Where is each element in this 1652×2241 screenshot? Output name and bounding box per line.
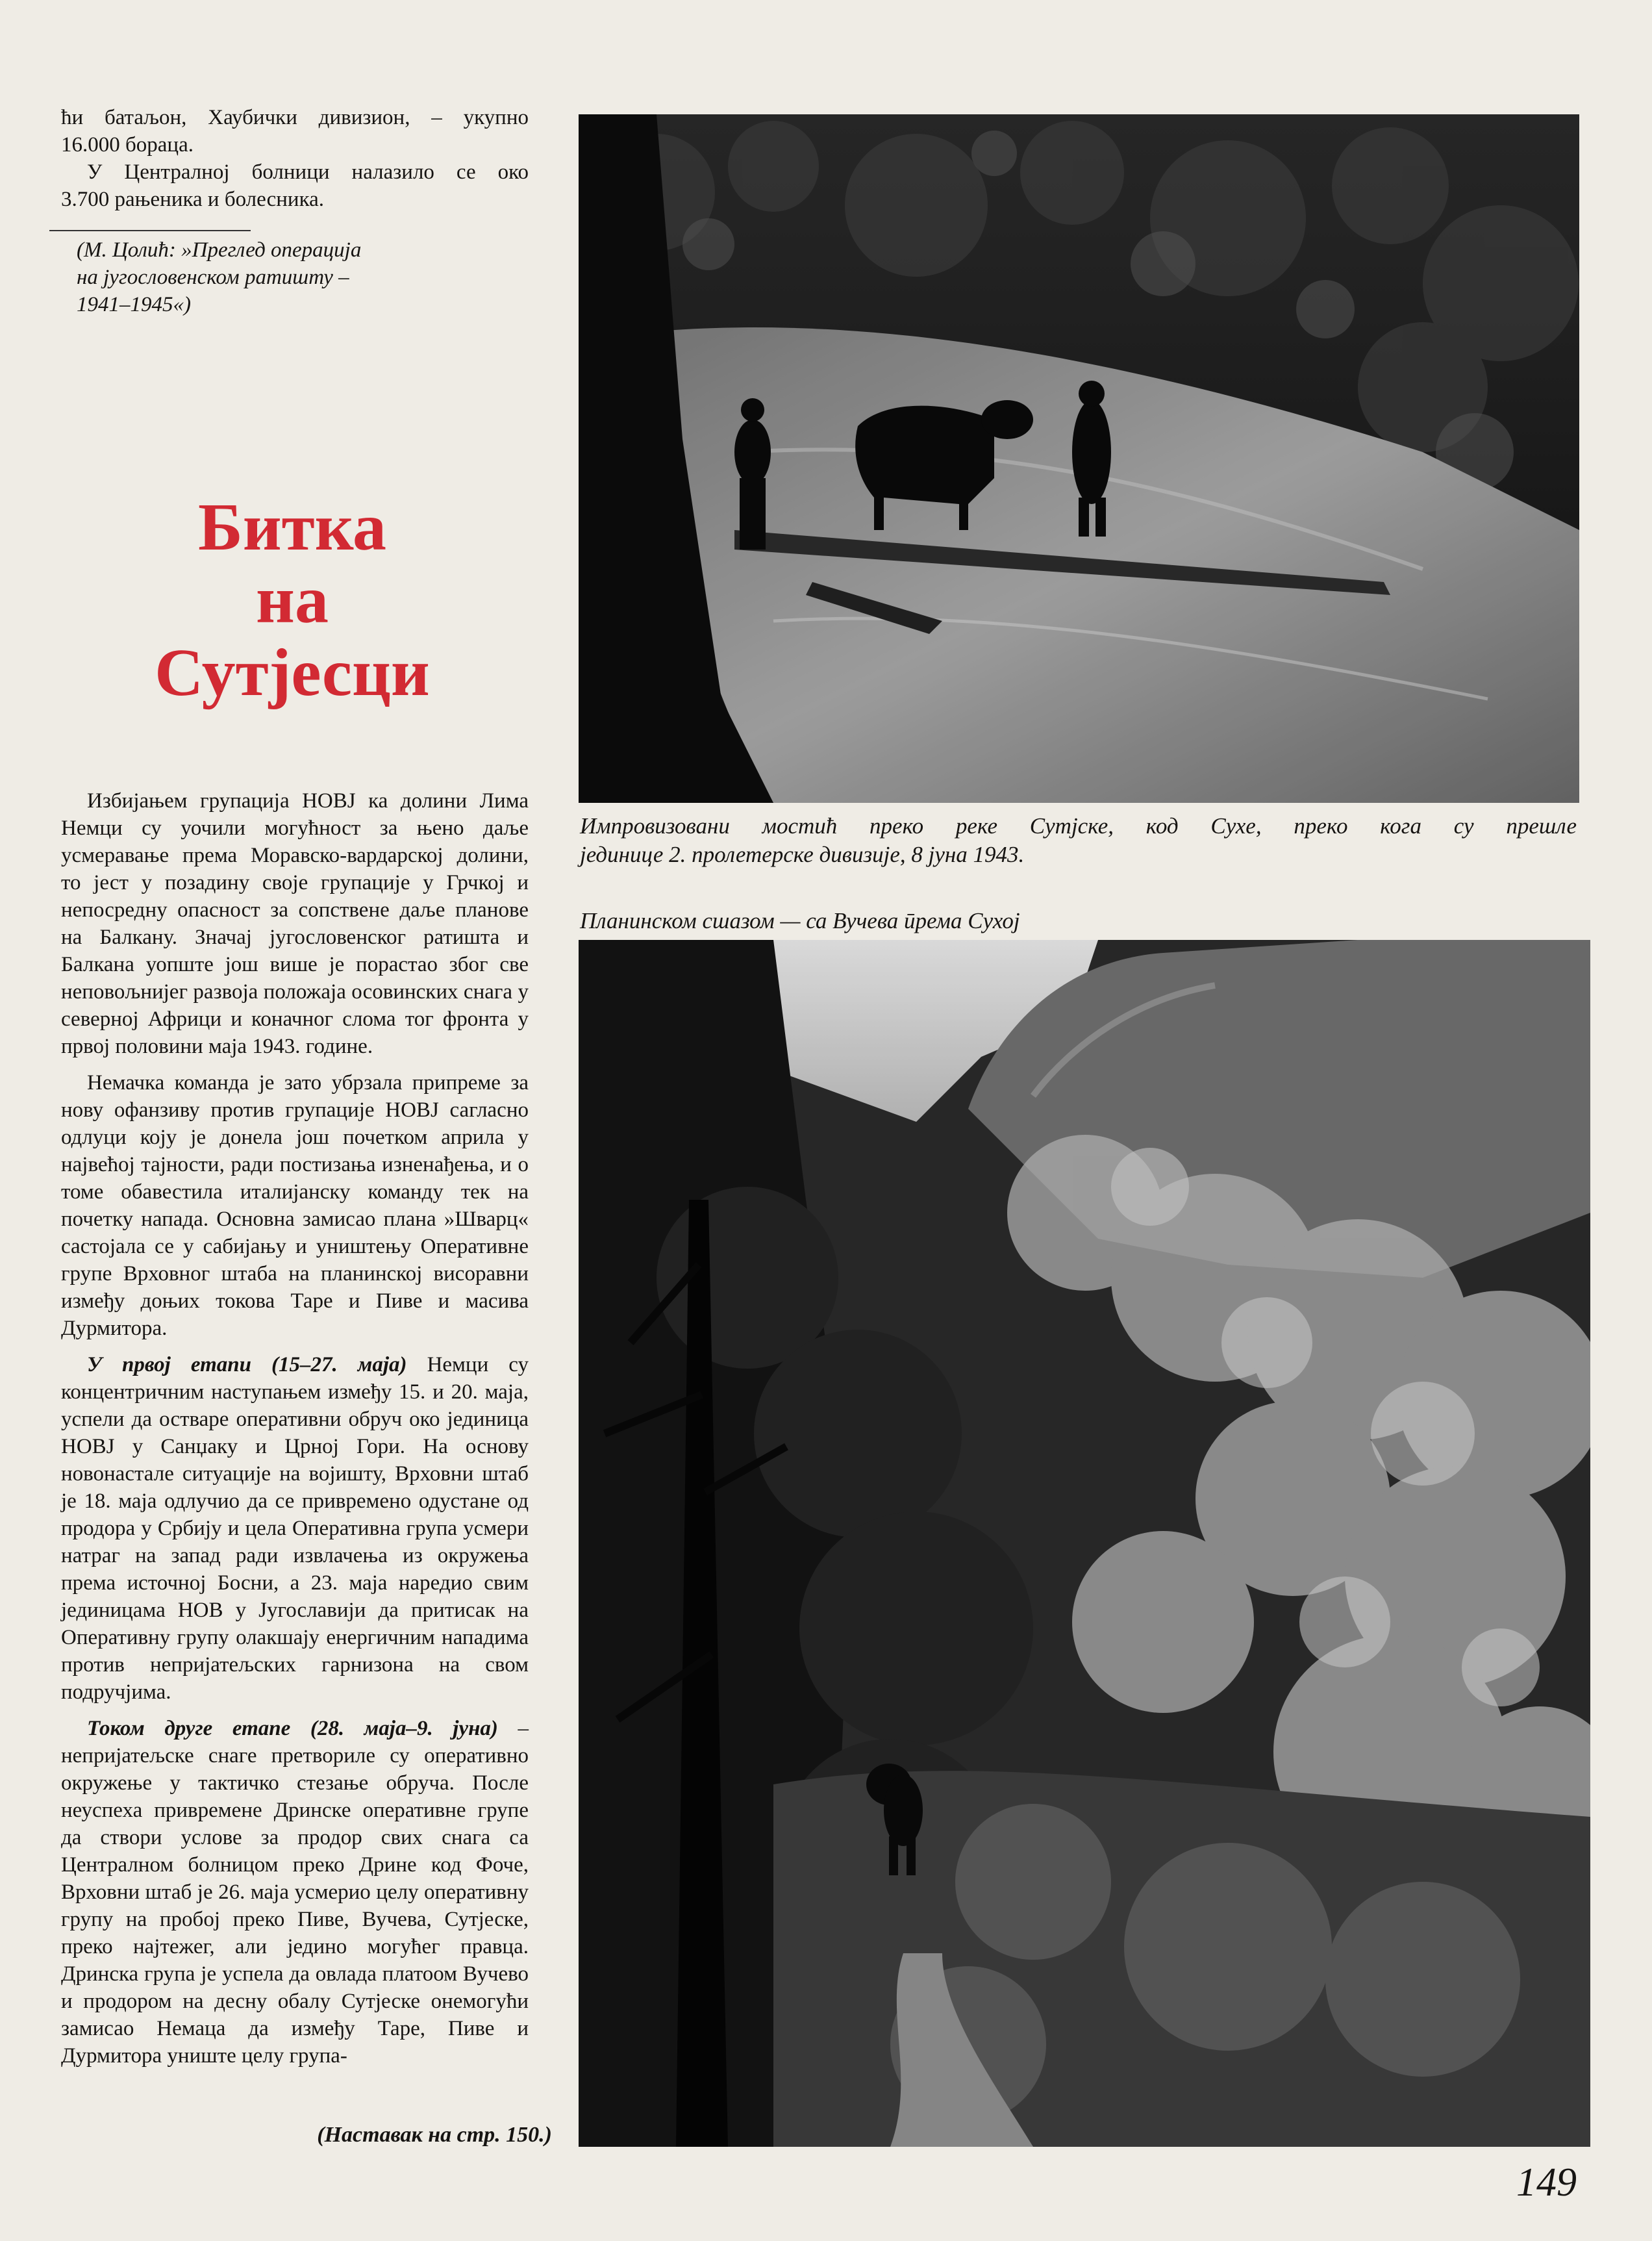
body-paragraph [61, 1715, 529, 2070]
intro-line: 16.000 бораца. [61, 133, 194, 157]
river-crossing-photo [579, 114, 1579, 803]
body-paragraph [61, 1351, 529, 1706]
citation-line: (М. Цолић: »Преглед операција [77, 238, 362, 262]
article-title [91, 491, 494, 709]
caption-line: јединице 2. пролетерске дивизије, 8 јуна 1943. [580, 842, 1025, 867]
body-paragraph: Немачка команда је зато убрзала припреме за нову офанзиву против групације НОВЈ сагласно одлуци коју је донела још почетком априла у највећој тајности, ради постизања изненађења, и о томе обавестила италијанску команду тек на почетку напада. Основна замисао плана »Шварц« састојала се у сабијању и уништењу Оперативне групе Врховног штаба на планинској висоравни између доњих токова Таре и Пиве и масива Дурмитора. [61, 1071, 529, 1340]
paragraph-lead: Током друге етапе (28. маја–9. јуна) [87, 1717, 498, 1740]
title-line: Битка [197, 490, 387, 564]
paragraph-text: Немци су концентричним наступањем између 15. и 20. маја, успели да остваре оперативни обруч око јединица НОВЈ у Санџаку и Црној Гори. На основу новонастале ситуације на војишту, Врховни штаб је 18. маја одлучио да се привремено одустане од продора у Србију и цела Оперативна група усмери натраг на запад ради извлачења из окружења према источној Босни, а 23. маја наредио свим јединицама НОВ у Југославији да притисак на Оперативну групу олакшају енергичним нападима против непријатељских гарнизона на свом подручјима. [61, 1353, 529, 1704]
citation-rule [49, 230, 251, 231]
caption-line: Импровизовани мостић преко реке Сутјске, код Сухе, преко кога су прешле [580, 813, 1577, 839]
intro-text [61, 104, 529, 213]
article-body [61, 787, 529, 2070]
citation [77, 236, 440, 318]
intro-line: 3.700 рањеника и болесника. [61, 188, 325, 211]
citation-line: на југословенском ратишту – [77, 266, 349, 289]
paragraph-text: – непријатељске снаге претвориле су оперативно окружење у тактичко стезање обруча. После неуспеха привремене Дринске оперативне групе да створи услове за продор свих снага са Централном болницом преко Дрине код Фоче, Врховни штаб је 26. маја усмерио целу оперативну групу на пробој преко Пиве, Вучева, Сутјеске, преко најтежег, али једино могућег правца. Дринска група је успела да овлада платоом Вучево и продором на десну обалу Сутјеске онемогући замисао Немаца да између Таре, Пиве и Дурмитора униште целу група- [61, 1717, 529, 2068]
title-line: на [256, 563, 329, 637]
photo-caption-river [580, 812, 1577, 869]
continued-note: (Наставак на стр. 150.) [317, 2123, 552, 2147]
citation-line: 1941–1945«) [77, 293, 191, 316]
photo-caption-trail: Планинском сшазом — са Вучева ӣрема Сухој [580, 908, 1020, 933]
page-number: 149 [1516, 2160, 1577, 2205]
intro-line: У Централној болници налазило се око [87, 160, 529, 184]
paragraph-lead: У првој етапи (15–27. маја) [87, 1353, 407, 1376]
intro-line: ћи батаљон, Хаубички дивизион, – укупно [61, 106, 529, 129]
mountain-trail-photo [579, 940, 1590, 2147]
title-line: Сутјесци [155, 635, 430, 710]
body-paragraph: Избијањем групација НОВЈ ка долини Лима Немци су уочили могућност за њено даље усмеравање према Моравско-вардарској долини, то јест у позадину своје групације у Грчкој и непосредну опасност за сопствене даље планове на Балкану. Значај југословенског ратишта и Балкана уопште још више је порастао због све неповољнијег развоја положаја осовинских снага у северној Африци и коначног слома тог фронта у првој половини маја 1943. године. [61, 789, 529, 1058]
